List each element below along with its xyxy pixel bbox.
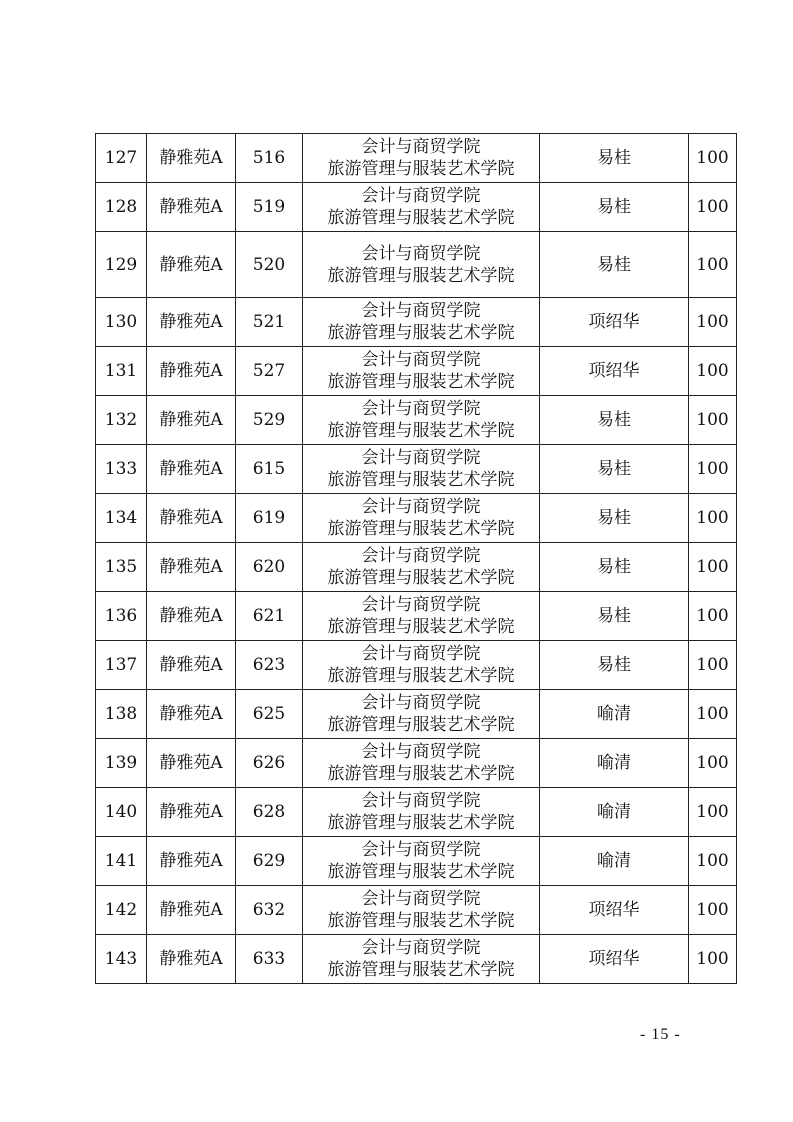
row-number-cell: 128 [96, 183, 147, 232]
table-row [96, 298, 737, 347]
person-cell: 易桂 [540, 183, 689, 232]
person-cell: 易桂 [540, 592, 689, 641]
college-line-2: 旅游管理与服装艺术学院 [327, 519, 515, 539]
table-row [96, 347, 737, 396]
table-row [96, 592, 737, 641]
table-row [96, 641, 737, 690]
score-cell: 100 [689, 592, 737, 641]
college-cell [303, 690, 540, 739]
building-cell: 静雅苑A [147, 788, 236, 837]
person-cell: 项绍华 [540, 298, 689, 347]
row-number-cell: 129 [96, 232, 147, 298]
person-cell: 喻清 [540, 690, 689, 739]
score-cell: 100 [689, 690, 737, 739]
score-cell: 100 [689, 445, 737, 494]
score-cell: 100 [689, 134, 737, 183]
person-cell: 项绍华 [540, 886, 689, 935]
person-cell: 易桂 [540, 134, 689, 183]
college-line-1: 会计与商贸学院 [361, 938, 481, 958]
building-cell: 静雅苑A [147, 347, 236, 396]
college-line-1: 会计与商贸学院 [361, 889, 481, 909]
college-line-2: 旅游管理与服装艺术学院 [327, 617, 515, 637]
row-number-cell: 135 [96, 543, 147, 592]
score-cell: 100 [689, 543, 737, 592]
row-number-cell: 140 [96, 788, 147, 837]
table-body [96, 134, 737, 984]
college-cell [303, 183, 540, 232]
college-line-1: 会计与商贸学院 [361, 301, 481, 321]
room-number-cell: 621 [236, 592, 303, 641]
building-cell: 静雅苑A [147, 543, 236, 592]
person-cell: 项绍华 [540, 935, 689, 984]
room-number-cell: 516 [236, 134, 303, 183]
building-cell: 静雅苑A [147, 445, 236, 494]
college-cell [303, 232, 540, 298]
college-line-1: 会计与商贸学院 [361, 448, 481, 468]
row-number-cell: 139 [96, 739, 147, 788]
college-cell [303, 298, 540, 347]
row-number-cell: 134 [96, 494, 147, 543]
row-number-cell: 130 [96, 298, 147, 347]
college-line-1: 会计与商贸学院 [361, 693, 481, 713]
building-cell: 静雅苑A [147, 592, 236, 641]
score-cell: 100 [689, 935, 737, 984]
college-line-1: 会计与商贸学院 [361, 497, 481, 517]
row-number-cell: 143 [96, 935, 147, 984]
row-number-cell: 142 [96, 886, 147, 935]
table-row [96, 543, 737, 592]
college-cell [303, 494, 540, 543]
row-number-cell: 136 [96, 592, 147, 641]
college-line-2: 旅游管理与服装艺术学院 [327, 911, 515, 931]
room-number-cell: 520 [236, 232, 303, 298]
person-cell: 喻清 [540, 788, 689, 837]
table-row [96, 494, 737, 543]
score-cell: 100 [689, 494, 737, 543]
college-cell [303, 134, 540, 183]
college-line-2: 旅游管理与服装艺术学院 [327, 372, 515, 392]
table-row [96, 788, 737, 837]
row-number-cell: 138 [96, 690, 147, 739]
row-number-cell: 131 [96, 347, 147, 396]
person-cell: 易桂 [540, 543, 689, 592]
building-cell: 静雅苑A [147, 298, 236, 347]
college-cell [303, 739, 540, 788]
college-line-2: 旅游管理与服装艺术学院 [327, 470, 515, 490]
college-line-2: 旅游管理与服装艺术学院 [327, 323, 515, 343]
college-line-1: 会计与商贸学院 [361, 350, 481, 370]
score-cell: 100 [689, 837, 737, 886]
building-cell: 静雅苑A [147, 641, 236, 690]
table-row [96, 739, 737, 788]
college-line-2: 旅游管理与服装艺术学院 [327, 568, 515, 588]
college-line-2: 旅游管理与服装艺术学院 [327, 159, 515, 179]
page-number: - 15 - [640, 1026, 681, 1043]
person-cell: 易桂 [540, 494, 689, 543]
person-cell: 喻清 [540, 837, 689, 886]
building-cell: 静雅苑A [147, 935, 236, 984]
table-row [96, 134, 737, 183]
college-cell [303, 886, 540, 935]
college-line-1: 会计与商贸学院 [361, 399, 481, 419]
row-number-cell: 127 [96, 134, 147, 183]
row-number-cell: 141 [96, 837, 147, 886]
college-cell [303, 347, 540, 396]
person-cell: 项绍华 [540, 347, 689, 396]
room-number-cell: 521 [236, 298, 303, 347]
college-cell [303, 396, 540, 445]
college-cell [303, 543, 540, 592]
room-number-cell: 619 [236, 494, 303, 543]
row-number-cell: 132 [96, 396, 147, 445]
college-line-1: 会计与商贸学院 [361, 791, 481, 811]
room-number-cell: 628 [236, 788, 303, 837]
college-line-2: 旅游管理与服装艺术学院 [327, 813, 515, 833]
college-line-2: 旅游管理与服装艺术学院 [327, 265, 515, 286]
room-number-cell: 615 [236, 445, 303, 494]
college-line-2: 旅游管理与服装艺术学院 [327, 960, 515, 980]
room-number-cell: 529 [236, 396, 303, 445]
table-row [96, 232, 737, 298]
row-number-cell: 133 [96, 445, 147, 494]
college-line-2: 旅游管理与服装艺术学院 [327, 208, 515, 228]
college-line-2: 旅游管理与服装艺术学院 [327, 421, 515, 441]
score-cell: 100 [689, 232, 737, 298]
score-cell: 100 [689, 739, 737, 788]
table-row [96, 935, 737, 984]
building-cell: 静雅苑A [147, 396, 236, 445]
building-cell: 静雅苑A [147, 134, 236, 183]
room-number-cell: 633 [236, 935, 303, 984]
college-cell [303, 788, 540, 837]
person-cell: 易桂 [540, 641, 689, 690]
room-number-cell: 620 [236, 543, 303, 592]
building-cell: 静雅苑A [147, 690, 236, 739]
row-number-cell: 137 [96, 641, 147, 690]
college-cell [303, 592, 540, 641]
room-number-cell: 623 [236, 641, 303, 690]
college-line-2: 旅游管理与服装艺术学院 [327, 764, 515, 784]
college-line-1: 会计与商贸学院 [361, 840, 481, 860]
score-cell: 100 [689, 298, 737, 347]
person-cell: 易桂 [540, 396, 689, 445]
college-cell [303, 641, 540, 690]
college-line-1: 会计与商贸学院 [361, 186, 481, 206]
building-cell: 静雅苑A [147, 739, 236, 788]
room-number-cell: 632 [236, 886, 303, 935]
table-row [96, 837, 737, 886]
score-cell: 100 [689, 183, 737, 232]
building-cell: 静雅苑A [147, 232, 236, 298]
college-line-2: 旅游管理与服装艺术学院 [327, 862, 515, 882]
score-cell: 100 [689, 347, 737, 396]
college-line-1: 会计与商贸学院 [361, 137, 481, 157]
score-cell: 100 [689, 788, 737, 837]
score-cell: 100 [689, 886, 737, 935]
person-cell: 易桂 [540, 445, 689, 494]
college-line-1: 会计与商贸学院 [361, 243, 481, 264]
college-cell [303, 837, 540, 886]
college-line-1: 会计与商贸学院 [361, 546, 481, 566]
college-line-1: 会计与商贸学院 [361, 742, 481, 762]
dormitory-table [95, 133, 737, 984]
room-number-cell: 527 [236, 347, 303, 396]
college-line-2: 旅游管理与服装艺术学院 [327, 715, 515, 735]
table-row [96, 183, 737, 232]
room-number-cell: 626 [236, 739, 303, 788]
table-row [96, 886, 737, 935]
college-line-1: 会计与商贸学院 [361, 595, 481, 615]
score-cell: 100 [689, 396, 737, 445]
college-cell [303, 935, 540, 984]
building-cell: 静雅苑A [147, 837, 236, 886]
building-cell: 静雅苑A [147, 494, 236, 543]
table-row [96, 690, 737, 739]
room-number-cell: 519 [236, 183, 303, 232]
college-cell [303, 445, 540, 494]
room-number-cell: 625 [236, 690, 303, 739]
person-cell: 喻清 [540, 739, 689, 788]
person-cell: 易桂 [540, 232, 689, 298]
building-cell: 静雅苑A [147, 183, 236, 232]
room-number-cell: 629 [236, 837, 303, 886]
college-line-1: 会计与商贸学院 [361, 644, 481, 664]
table-row [96, 396, 737, 445]
score-cell: 100 [689, 641, 737, 690]
building-cell: 静雅苑A [147, 886, 236, 935]
college-line-2: 旅游管理与服装艺术学院 [327, 666, 515, 686]
table-row [96, 445, 737, 494]
